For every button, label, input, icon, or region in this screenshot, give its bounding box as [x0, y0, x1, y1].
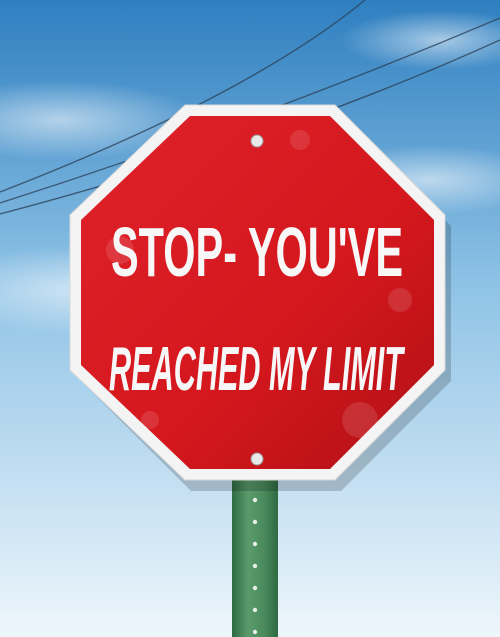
bolt-bottom [251, 453, 263, 465]
sign-line-2: REACHED MY LIMIT [109, 335, 406, 404]
sign-line-1: STOP- YOU'VE [111, 213, 403, 291]
bolt-top [251, 135, 263, 147]
